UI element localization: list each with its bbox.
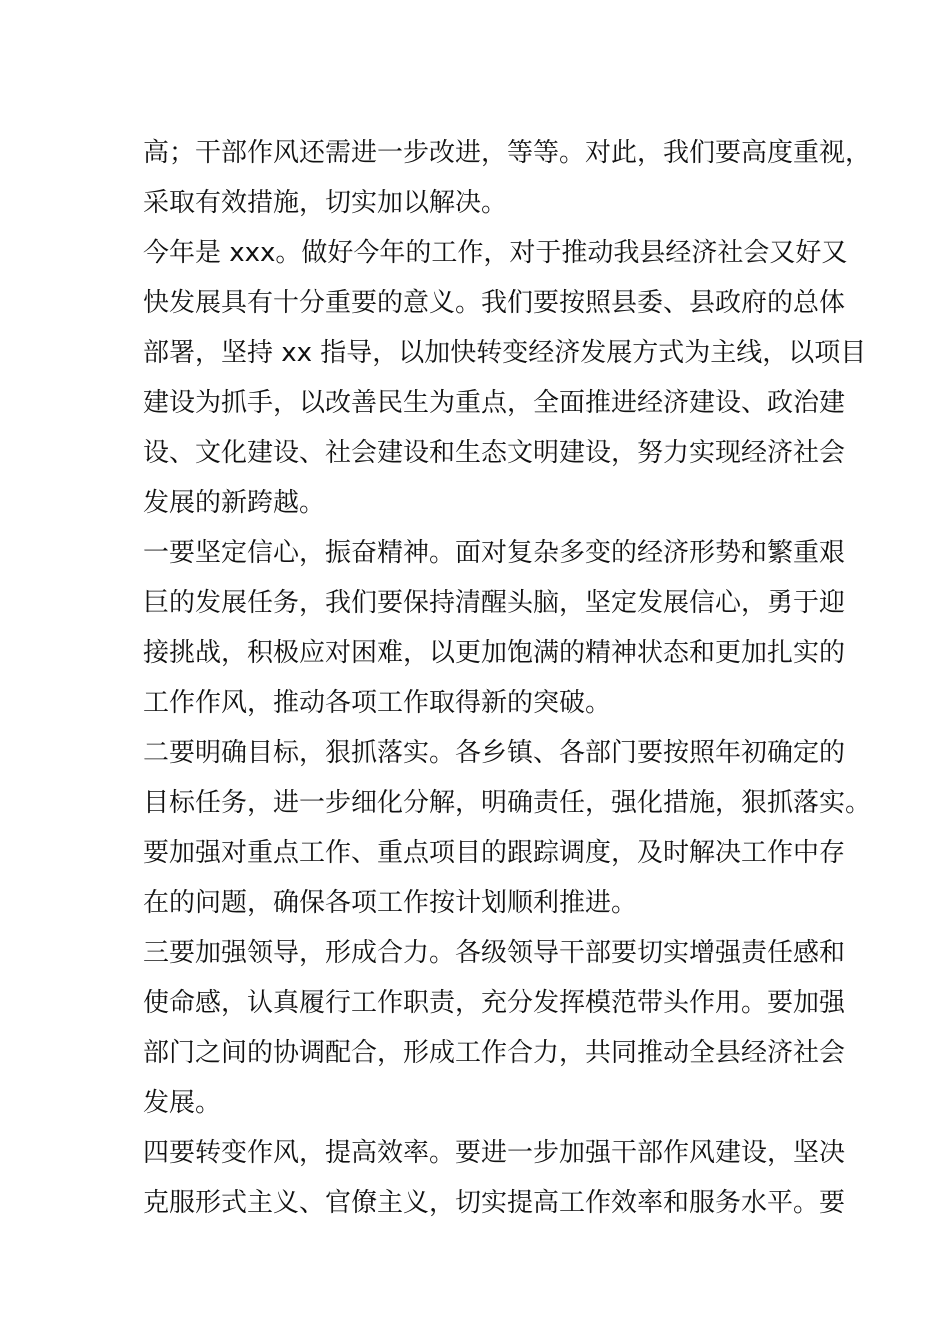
text-line: 发展的新跨越。 — [143, 488, 326, 518]
text-line: 接挑战，积极应对困难，以更加饱满的精神状态和更加扎实的 — [143, 638, 846, 668]
text-line: 部门之间的协调配合，形成工作合力，共同推动全县经济社会 — [143, 1038, 846, 1068]
text-line: 三要加强领导，形成合力。各级领导干部要切实增强责任感和 — [143, 938, 846, 968]
text-line: 建设为抓手，以改善民生为重点，全面推进经济建设、政治建 — [143, 388, 846, 418]
text-line: 四要转变作风，提高效率。要进一步加强干部作风建设，坚决 — [143, 1138, 846, 1168]
text-line: 要加强对重点工作、重点项目的跟踪调度，及时解决工作中存 — [143, 838, 846, 868]
text-line: 采取有效措施，切实加以解决。 — [143, 188, 508, 218]
text-line: 在的问题，确保各项工作按计划顺利推进。 — [143, 888, 638, 918]
text-line: 一要坚定信心，振奋精神。面对复杂多变的经济形势和繁重艰 — [143, 538, 846, 568]
text-line: 设、文化建设、社会建设和生态文明建设，努力实现经济社会 — [143, 438, 846, 468]
text-line: 今年是 xxx。做好今年的工作，对于推动我县经济社会又好又 — [143, 238, 848, 268]
text-line: 高；干部作风还需进一步改进，等等。对此，我们要高度重视， — [143, 138, 872, 168]
text-line: 使命感，认真履行工作职责，充分发挥模范带头作用。要加强 — [143, 988, 846, 1018]
document-body — [143, 128, 872, 1228]
text-line: 目标任务，进一步细化分解，明确责任，强化措施，狠抓落实。 — [143, 788, 872, 818]
text-line: 工作作风，推动各项工作取得新的突破。 — [143, 688, 612, 718]
text-line: 发展。 — [143, 1088, 222, 1118]
text-line: 克服形式主义、官僚主义，切实提高工作效率和服务水平。要 — [143, 1188, 846, 1218]
text-line: 巨的发展任务，我们要保持清醒头脑，坚定发展信心，勇于迎 — [143, 588, 846, 618]
text-line: 部署，坚持 xx 指导，以加快转变经济发展方式为主线，以项目 — [143, 338, 867, 368]
text-line: 快发展具有十分重要的意义。我们要按照县委、县政府的总体 — [143, 288, 846, 318]
text-line: 二要明确目标，狠抓落实。各乡镇、各部门要按照年初确定的 — [143, 738, 846, 768]
